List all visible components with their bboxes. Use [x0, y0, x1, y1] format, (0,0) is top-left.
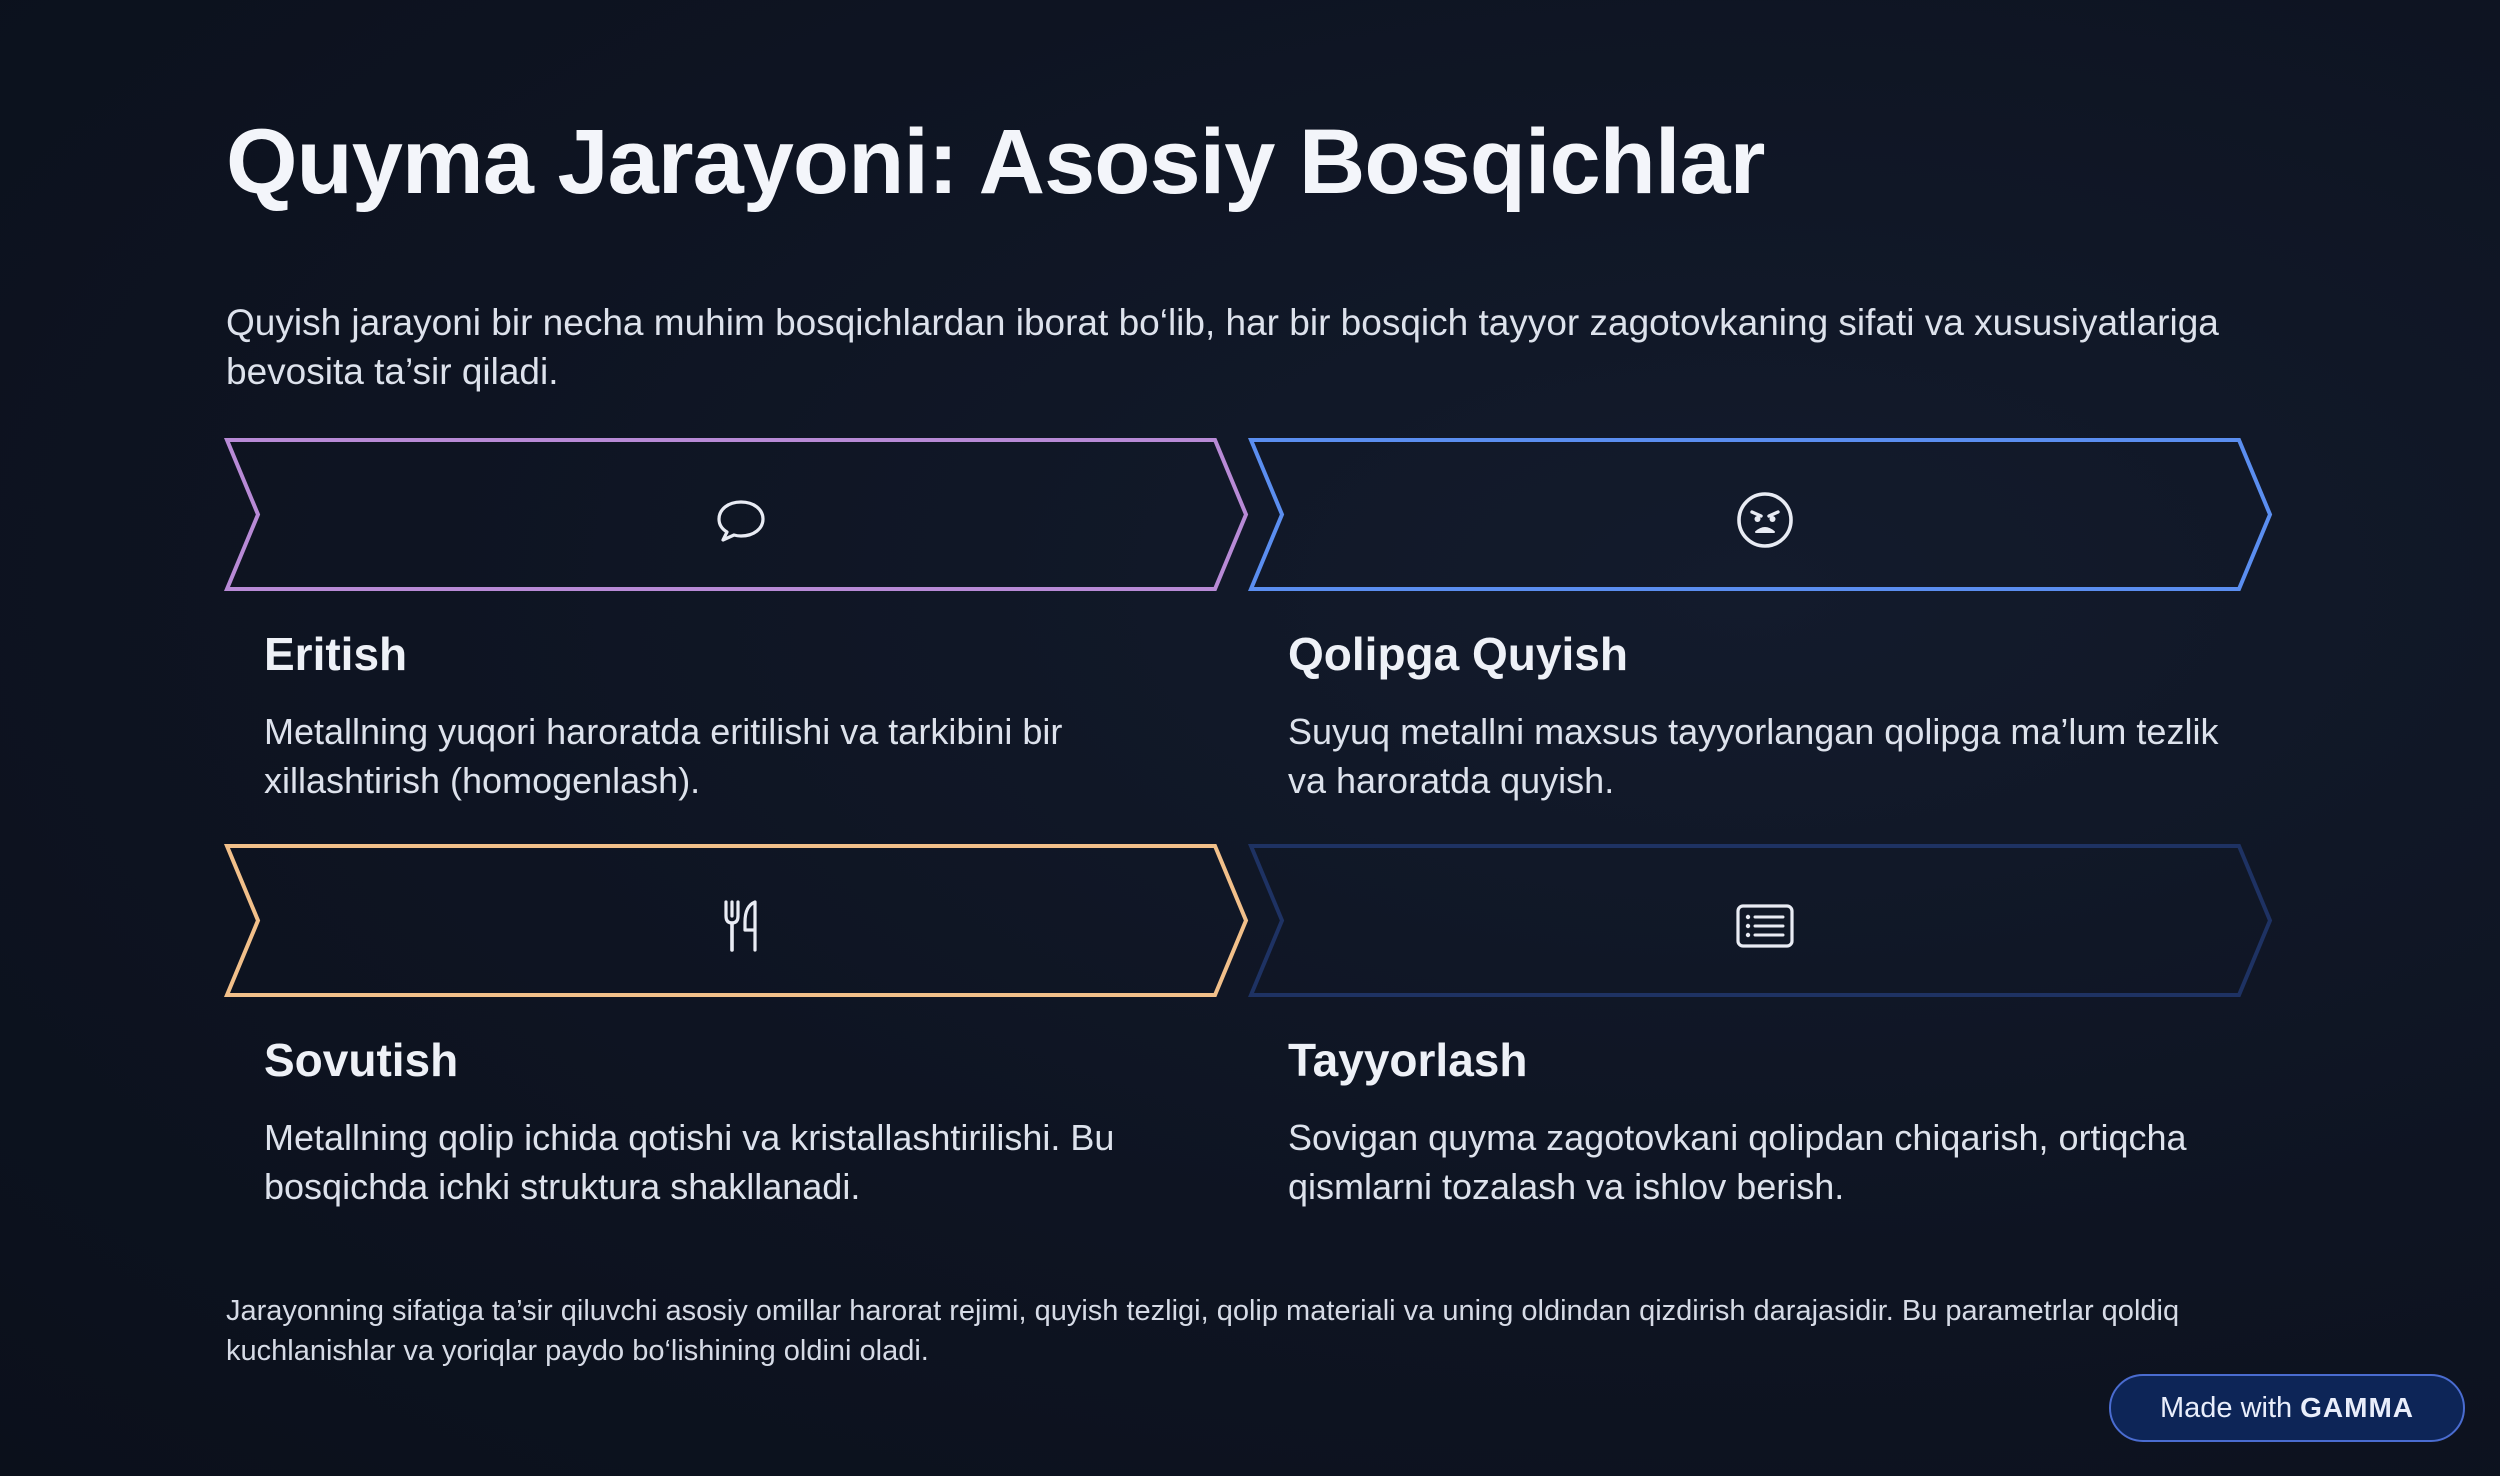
- gamma-logo: GAMMA: [2300, 1392, 2415, 1423]
- made-with-gamma-button[interactable]: [2109, 1374, 2465, 1442]
- footer-note: Jarayonning sifatiga ta’sir qiluvchi asosiy omillar harorat rejimi, quyish tezligi, qolip materiali va uning oldindan qizdirish darajasidir. Bu parametrlar qoldiq kuchlanishlar va yoriqlar paydo bo‘lishining oldini oladi.: [226, 1295, 2180, 1367]
- step-description: Metallning qolip ichida qotishi va kristallashtirilishi. Bu bosqichda ichki struktura shakllanadi.: [264, 1117, 1115, 1207]
- page-title: Quyma Jarayoni: Asosiy Bosqichlar: [226, 111, 1765, 213]
- step-chevron: [1248, 437, 2273, 592]
- intro-text: Quyish jarayoni bir necha muhim bosqichlardan iborat bo‘lib, har bir bosqich tayyor zagotovkaning sifati va xususiyatlariga bevosita ta’sir qiladi.: [226, 302, 2219, 392]
- step-description: Suyuq metallni maxsus tayyorlangan qolipga ma’lum tezlik va haroratda quyish.: [1288, 711, 2219, 801]
- angry-face-icon: [1735, 490, 1795, 550]
- step-chevron: [1248, 843, 2273, 998]
- list-document-icon: [1735, 896, 1795, 956]
- step-title: Eritish: [264, 628, 408, 680]
- speech-bubble-icon: [711, 490, 771, 550]
- step-chevron: [224, 843, 1249, 998]
- step-title: Qolipga Quyish: [1288, 628, 1628, 680]
- badge-prefix: Made with: [2159, 1391, 2293, 1424]
- fork-knife-icon: [711, 896, 771, 956]
- step-title: Sovutish: [264, 1034, 459, 1086]
- step-chevron: [224, 437, 1249, 592]
- step-card-tayyorlash: [1248, 843, 2273, 1207]
- step-card-qolipga-quyish: [1248, 437, 2273, 801]
- step-card-sovutish: [224, 843, 1249, 1207]
- step-card-eritish: [224, 437, 1249, 801]
- step-title: Tayyorlash: [1288, 1034, 1528, 1086]
- step-description: Metallning yuqori haroratda eritilishi va tarkibini bir xillashtirish (homogenlash).: [264, 711, 1063, 801]
- step-description: Sovigan quyma zagotovkani qolipdan chiqarish, ortiqcha qismlarni tozalash va ishlov berish.: [1288, 1117, 2187, 1207]
